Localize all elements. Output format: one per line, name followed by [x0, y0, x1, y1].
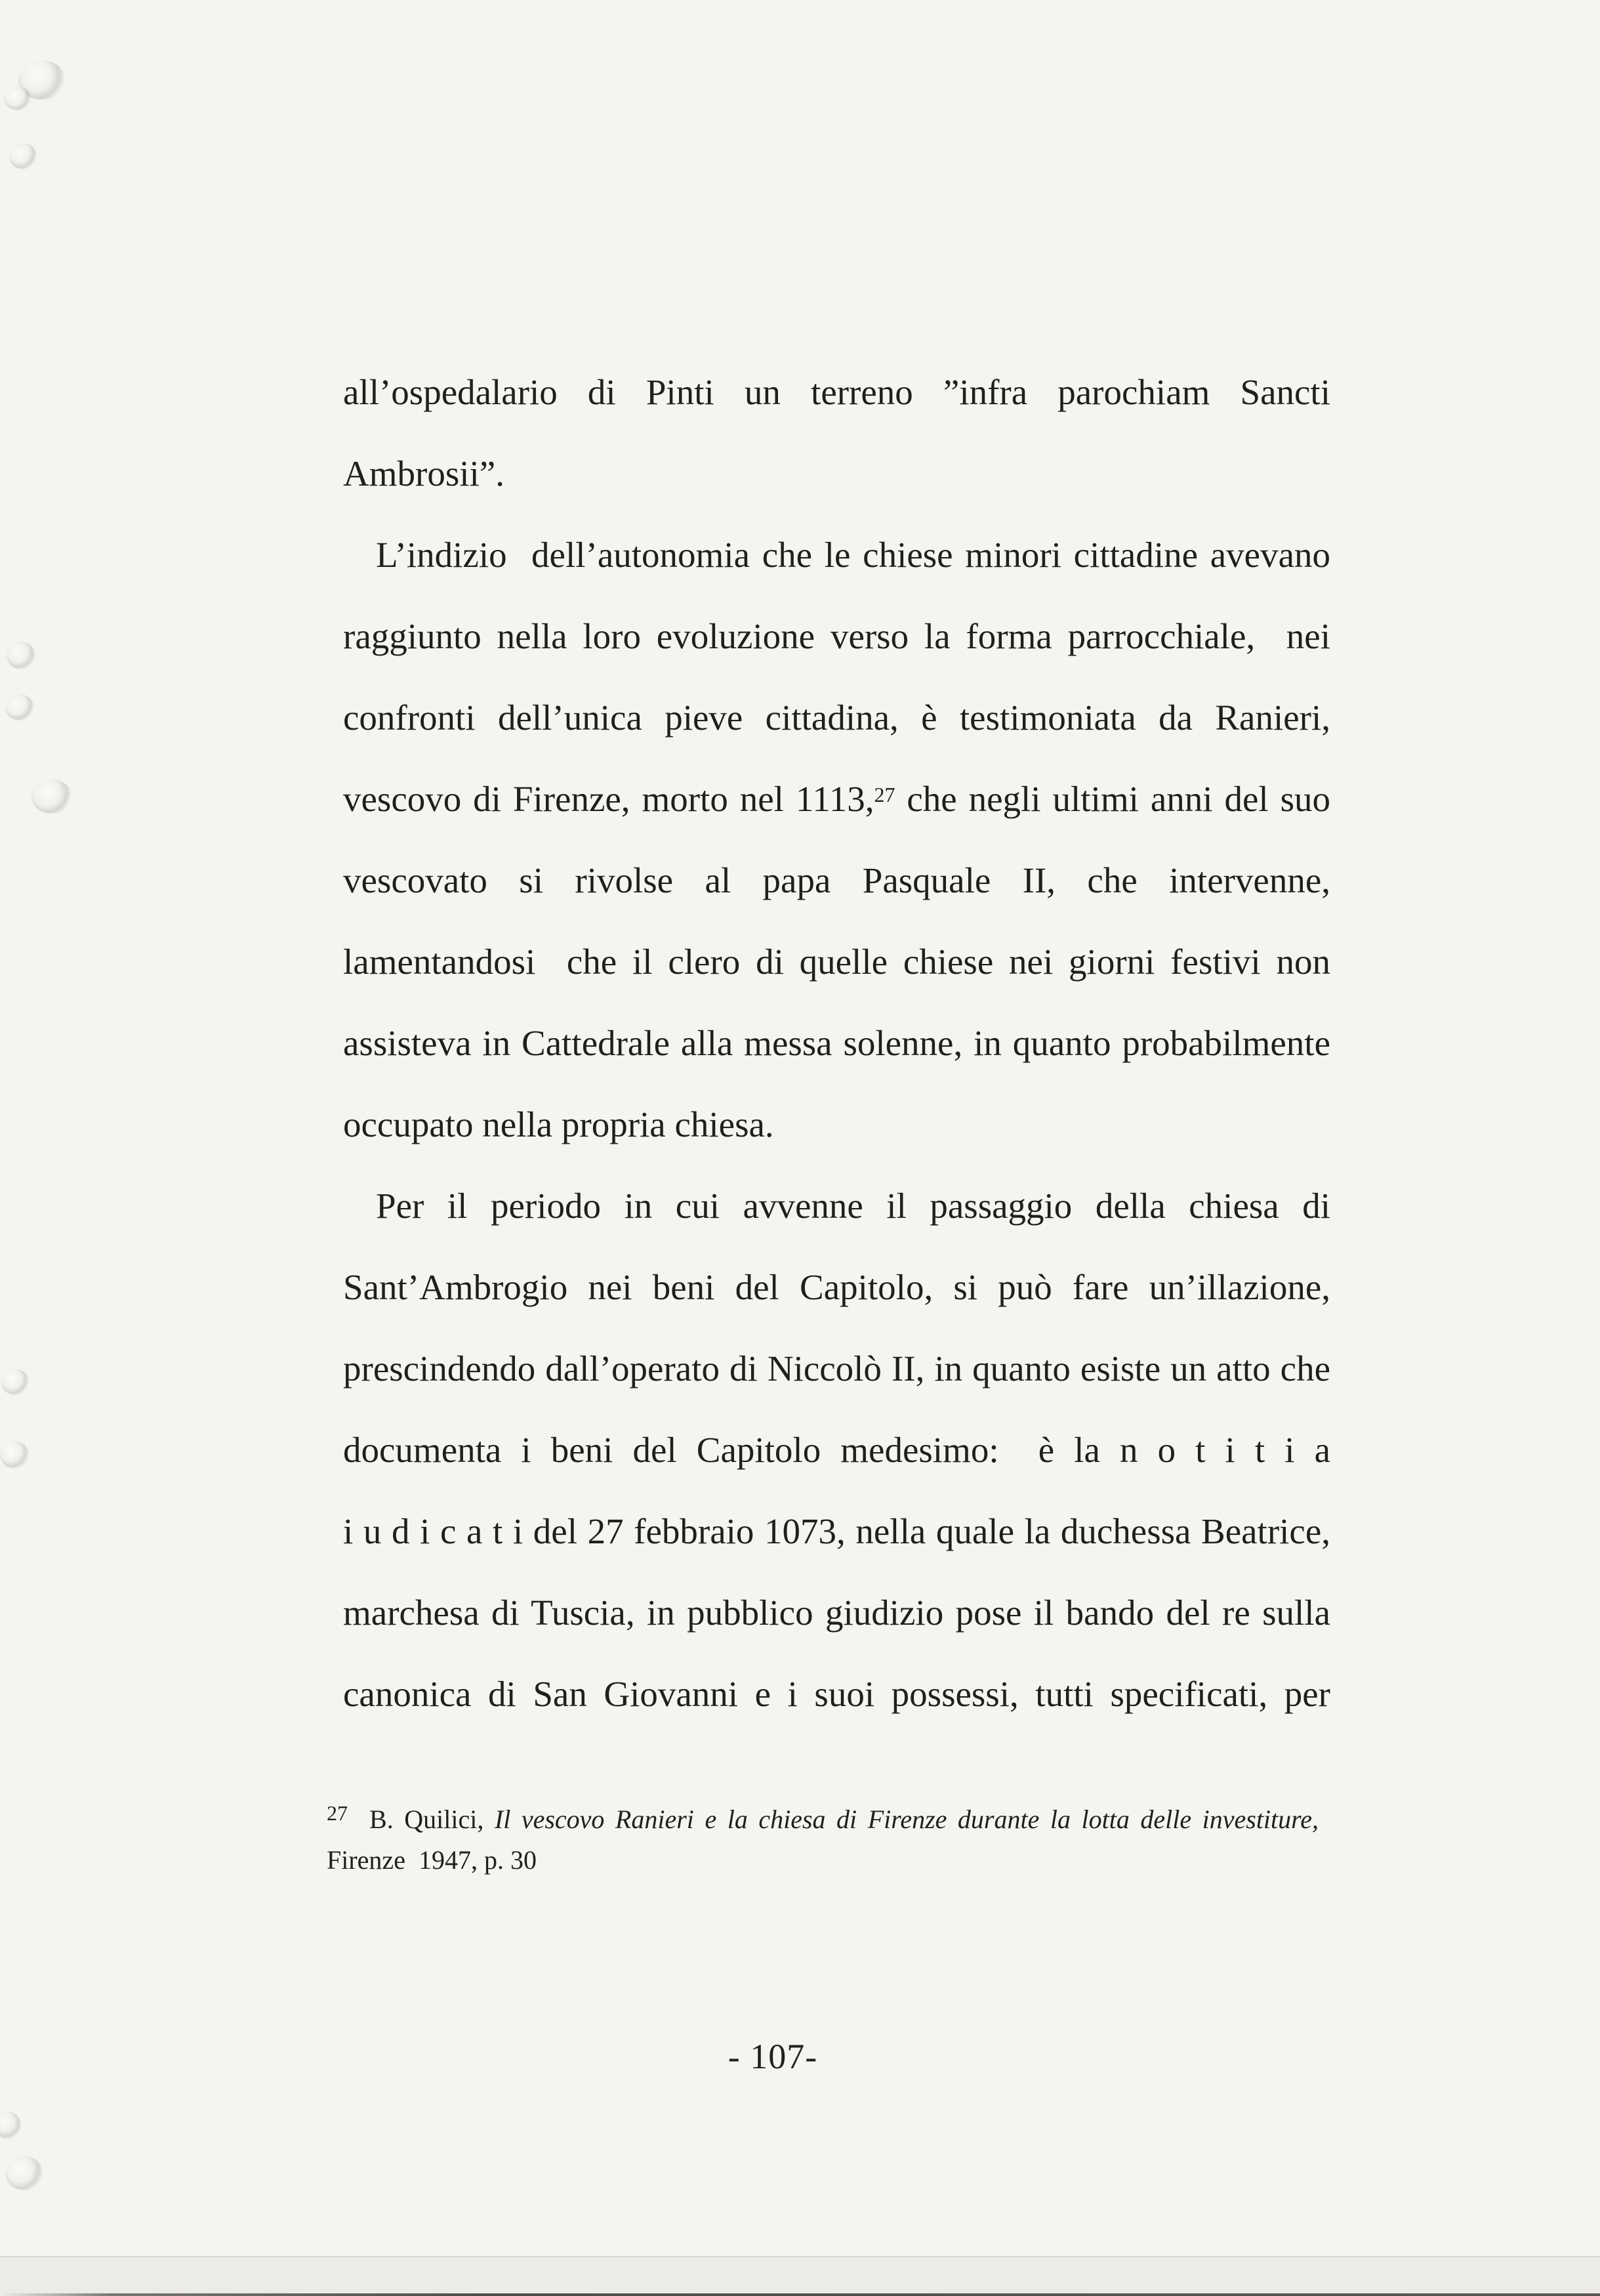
body-text-line	[343, 1572, 1330, 1654]
body-text-line	[343, 433, 1330, 514]
body-text	[343, 352, 1330, 1735]
paper-dimple	[9, 143, 37, 169]
paper-dimple	[4, 87, 31, 110]
paper-dimple	[31, 780, 72, 814]
page-number: - 107-	[728, 2037, 818, 2076]
text-run: canonica di San Giovanni e i suoi possessi, tutti specificati, per	[343, 1674, 1330, 1714]
text-run: prescindendo dall’operato di Niccolò II, in quanto esiste un atto che	[343, 1348, 1330, 1388]
body-text-line	[343, 1003, 1330, 1084]
body-text-line	[343, 514, 1330, 596]
text-run: assisteva in Cattedrale alla messa solenne, in quanto probabilmente	[343, 1023, 1330, 1063]
paper-dimple	[0, 2112, 21, 2139]
text-run: Per il periodo in cui avvenne il passaggio della chiesa di	[376, 1186, 1330, 1226]
scan-edge-line	[0, 2293, 1600, 2296]
body-text-line	[343, 759, 1330, 840]
text-run: i u d i c a t i del 27 febbraio 1073, nella quale la duchessa Beatrice,	[343, 1511, 1330, 1551]
body-text-line	[343, 1247, 1330, 1328]
text-run: L’indizio dell’autonomia che le chiese minori cittadine avevano	[376, 535, 1330, 575]
text-run: confronti dell’unica pieve cittadina, è testimoniata da Ranieri,	[343, 698, 1330, 738]
text-run: vescovato si rivolse al papa Pasquale II, che intervenne,	[343, 860, 1330, 900]
text-run: B. Quilici,	[348, 1805, 495, 1834]
text-run: marchesa di Tuscia, in pubblico giudizio pose il bando del re sulla	[343, 1593, 1330, 1633]
footnote-line	[327, 1799, 1319, 1840]
text-run: che negli ultimi anni del suo	[895, 779, 1330, 819]
paper-dimple	[0, 1441, 29, 1469]
footnote-reference-superscript: 27	[874, 783, 895, 806]
text-run: Il vescovo Ranieri e la chiesa di Firenze durante la lotta delle investiture,	[494, 1805, 1319, 1834]
text-run: Sant’Ambrogio nei beni del Capitolo, si può fare un’illazione,	[343, 1267, 1330, 1307]
text-run: Ambrosii”.	[343, 453, 504, 493]
text-run: lamentandosi che il clero di quelle chiese nei giorni festivi non	[343, 942, 1330, 982]
text-run: all’ospedalario di Pinti un terreno ”infra parochiam Sancti	[343, 372, 1330, 412]
text-run: Firenze 1947, p. 30	[327, 1845, 537, 1875]
body-text-line	[343, 596, 1330, 677]
body-text-line	[343, 352, 1330, 433]
paper-dimple	[7, 642, 35, 669]
body-text-line	[343, 677, 1330, 759]
footnote-reference-superscript: 27	[327, 1801, 348, 1825]
text-run: documenta i beni del Capitolo medesimo: è la n o t i t i a	[343, 1430, 1330, 1470]
paper-dimple	[5, 694, 34, 720]
body-text-line	[343, 840, 1330, 921]
footnote-line	[327, 1840, 1319, 1881]
footnote	[327, 1799, 1319, 1881]
text-run: occupato nella propria chiesa.	[343, 1104, 774, 1144]
body-text-line	[343, 1654, 1330, 1735]
body-text-line	[343, 1084, 1330, 1165]
text-run: vescovo di Firenze, morto nel 1113,	[343, 779, 874, 819]
text-run: raggiunto nella loro evoluzione verso la forma parrocchiale, nei	[343, 616, 1330, 656]
paper-dimple	[1, 1369, 29, 1395]
paper-dimple	[5, 2156, 43, 2190]
scan-bed-strip	[0, 2256, 1600, 2296]
body-text-line	[343, 1491, 1330, 1572]
body-text-line	[343, 1409, 1330, 1491]
body-text-line	[343, 1165, 1330, 1247]
body-text-line	[343, 1328, 1330, 1409]
body-text-line	[343, 921, 1330, 1003]
